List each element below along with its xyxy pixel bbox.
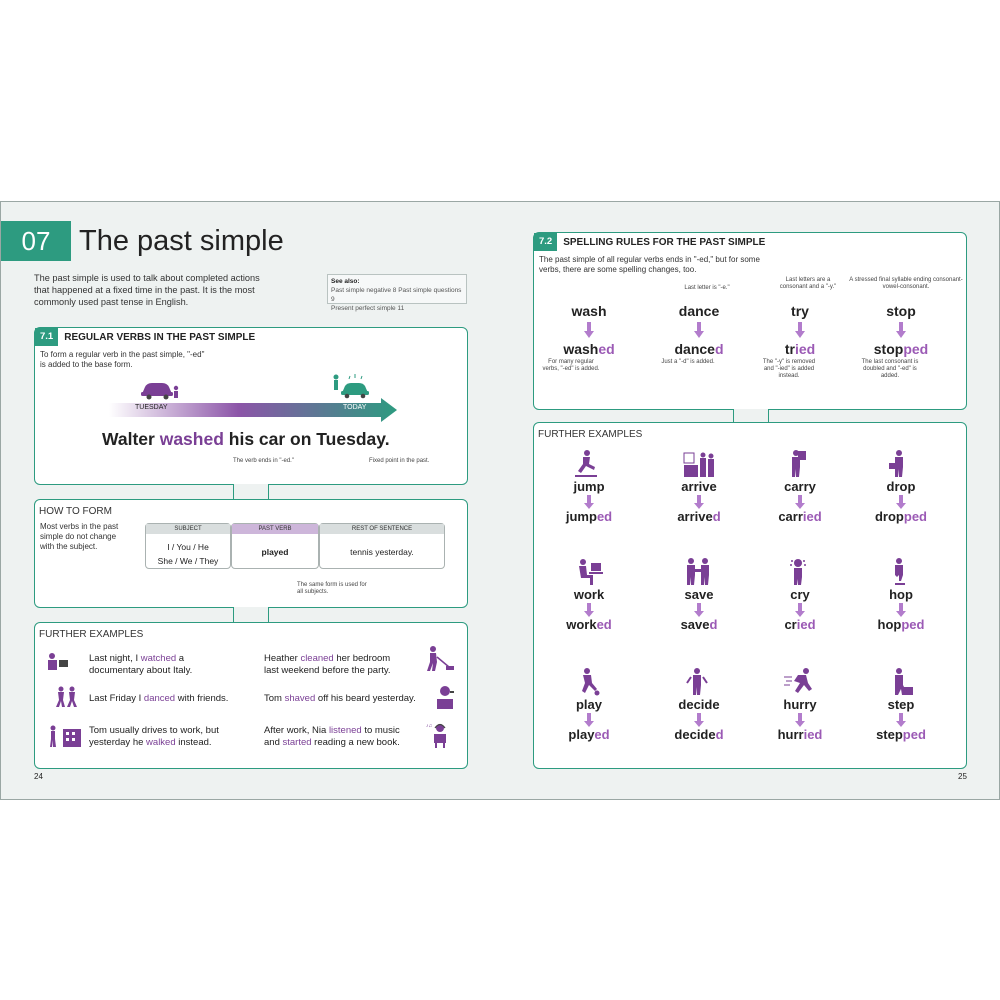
arrow-wrapper [755,713,845,727]
section-header [534,233,966,251]
timeline-label-today: TODAY [343,404,367,411]
verb-icon-wrapper [544,667,634,697]
dancing-people-icon [55,685,79,709]
verb-stem: tr [784,341,795,357]
verb-suffix: ed [598,341,615,357]
verb-suffix: ped [903,341,929,357]
how-to-form-panel [34,499,468,608]
rule-past-verb [856,341,946,357]
verb-stem: arrive [677,509,713,524]
verb-base: drop [886,479,916,494]
verb-suffix: ped [901,617,925,632]
section-title: SPELLING RULES FOR THE PAST SIMPLE [563,236,766,248]
running-person-icon [784,667,816,697]
verb-suffix: d [715,727,724,742]
down-arrow-icon [694,603,704,617]
verb-column [231,523,319,569]
rule-base-verb: stop [886,303,916,319]
verb-past [856,727,946,743]
verb-suffix: d [712,509,721,524]
rule-note-top: Last letter is "-e." [684,285,730,291]
rule-past-verb [654,341,744,357]
verb-example [856,667,946,743]
spelling-rule [654,277,754,397]
verb-past [755,617,845,633]
arrow-wrapper [544,603,634,617]
verb-cell: played [261,547,289,557]
down-arrow-icon [795,603,805,617]
spelling-rule [544,277,644,397]
verb-header: PAST VERB [232,524,318,534]
arrow-wrapper [856,713,946,727]
rule-note-bottom: The "-y" is removed and "-ied" is added instead. [762,359,816,379]
down-arrow-icon [795,495,805,509]
verb-example [544,557,634,633]
down-arrow-icon [694,495,704,509]
puzzle-table [145,523,445,569]
rule-note-bottom: Just a "-d" is added. [661,359,715,365]
listening-music-icon [425,721,455,749]
down-arrow-icon [896,495,906,509]
verb-stem: play [568,727,595,742]
section-text: The past simple of all regular verbs ends in "-ed," but for some verbs, there are some spelling changes, too. [539,255,760,274]
arrow-wrapper [544,713,634,727]
further-examples-label: FURTHER EXAMPLES [538,429,643,440]
page-number-right: 25 [958,772,967,781]
walking-to-building-icon [47,723,83,749]
verb-past [544,727,634,743]
thinking-person-icon [683,667,715,697]
example-danced: Last Friday I danced with friends. [89,693,229,704]
verb-icon-wrapper [544,557,634,587]
verb-past [856,509,946,525]
form-note: The same form is used for all subjects. [297,582,367,595]
verb-base: cry [790,587,810,602]
how-to-form-text: Most verbs in the past simple do not change with the subject. [40,522,119,551]
verb-example [755,667,845,743]
verb-example [856,557,946,633]
further-examples-label: FURTHER EXAMPLES [39,629,144,640]
verb-suffix: ed [596,509,613,524]
verb-base: hop [889,587,913,602]
arrow-wrapper [654,713,744,727]
verb-stem: decide [674,727,716,742]
verb-icon-wrapper [654,449,744,479]
verb-base: play [575,697,602,712]
verb-suffix: ped [903,509,927,524]
verb-past [544,509,634,525]
subject-header: SUBJECT [146,524,230,534]
hopping-person-icon [885,557,917,587]
verb-stem: work [566,617,597,632]
verb-icon-wrapper [654,667,744,697]
tv-watching-icon [47,651,69,673]
verb-icon-wrapper [856,667,946,697]
section-7-1-panel [34,327,468,485]
verb-past [544,617,634,633]
verb-icon-wrapper [654,557,744,587]
down-arrow-icon [584,322,594,338]
down-arrow-icon [694,322,704,338]
down-arrow-icon [584,603,594,617]
desk-worker-icon [573,557,605,587]
verb-suffix: ied [803,727,823,742]
panel-connector [733,409,769,423]
reception-desk-icon [683,449,715,479]
verb-suffix: ed [594,727,610,742]
verb-example [654,449,744,525]
verb-suffix: ped [902,727,926,742]
rule-note-bottom: For many regular verbs, "-ed" is added. [542,359,600,372]
verb-stem: wash [563,341,599,357]
arrow-wrapper [654,495,744,509]
verb-base: hurry [783,697,817,712]
spelling-rule [755,277,855,397]
verb-example [544,449,634,525]
section-number: 7.1 [35,328,58,346]
section-text: To form a regular verb in the past simple, "-ed" is added to the base form. [40,350,205,369]
carrying-person-icon [784,449,816,479]
verb-example [544,667,634,743]
verb-stem: drop [874,509,904,524]
verb-suffix: ied [802,509,822,524]
see-also-line: Past simple negative 8 Past simple questions 9 [331,287,462,303]
note-verb: The verb ends in "-ed." [233,458,294,464]
verb-stem: hop [877,617,902,632]
verb-past [755,727,845,743]
verb-example [755,557,845,633]
verb-base: decide [678,697,720,712]
page-number-left: 24 [34,772,43,781]
verb-icon-wrapper [755,557,845,587]
verb-icon-wrapper [856,557,946,587]
dropping-person-icon [885,449,917,479]
example-shaved: Tom shaved off his beard yesterday. [264,693,416,704]
verb-past [755,509,845,525]
rule-note-bottom: The last consonant is doubled and "-ed" is added. [861,359,919,379]
rest-cell: tennis yesterday. [350,547,414,557]
example-walked: Tom usually drives to work, but yesterday he walked instead. [89,725,219,748]
arrow-wrapper [856,603,946,617]
rule-past-verb [755,341,845,357]
verb-base: save [684,587,714,602]
verb-past [856,617,946,633]
further-examples-right-panel [533,422,967,769]
rest-column [319,523,445,569]
car-dirty-icon [140,378,180,400]
chapter-number: 07 [1,221,71,261]
shaving-person-icon [433,685,457,709]
verb-base: arrive [681,479,717,494]
verb-suffix: ied [794,341,816,357]
verb-icon-wrapper [544,449,634,479]
chapter-title: The past simple [79,225,284,257]
arrow-wrapper [544,495,634,509]
vacuuming-person-icon [425,645,455,673]
sentence-part: his car on Tuesday. [223,429,390,449]
subject-line: I / You / He [167,542,209,552]
svg-text:♪♫: ♪♫ [426,723,433,729]
panel-connector [233,484,269,500]
further-examples-left-panel [34,622,468,769]
rule-past-verb [544,341,634,357]
verb-suffix: ed [596,617,612,632]
verb-past [654,509,744,525]
verb-stem: step [876,727,903,742]
verb-icon-wrapper [856,449,946,479]
book-spread [0,201,1000,800]
example-cleaned: Heather cleaned her bedroom last weekend before the party. [264,653,391,676]
down-arrow-icon [896,713,906,727]
verb-example [654,557,744,633]
section-number: 7.2 [534,233,557,251]
sentence-part: Walter [102,429,160,449]
verb-suffix: d [714,341,724,357]
rule-base-verb: try [791,303,809,319]
verb-base: step [887,697,915,712]
arrow-wrapper [856,495,946,509]
down-arrow-icon [584,713,594,727]
verb-stem: hurr [777,727,804,742]
subject-line: She / We / They [157,556,219,566]
verb-example [856,449,946,525]
rule-note-top: A stressed final syllable ending consonant-vowel-consonant. [849,277,963,290]
rule-note-top: Last letters are a consonant and a "-y." [779,277,837,290]
how-to-form-label: HOW TO FORM [39,506,112,517]
verb-base: carry [784,479,816,494]
down-arrow-icon [795,322,805,338]
verb-suffix: d [709,617,718,632]
arrow-wrapper [654,603,744,617]
example-listened: After work, Nia listened to music and started reading a new book. [264,725,400,748]
sentence-verb: washed [159,429,224,449]
arrow-wrapper [755,495,845,509]
section-title: REGULAR VERBS IN THE PAST SIMPLE [64,331,256,343]
see-also-box [327,274,467,312]
crying-person-icon [784,557,816,587]
verb-stem: save [680,617,710,632]
verb-base: jump [573,479,605,494]
verb-suffix: ied [796,617,816,632]
verb-stem: dance [674,341,715,357]
see-also-label: See also: [331,278,360,285]
verb-stem: stop [873,341,904,357]
verb-icon-wrapper [755,667,845,697]
jumping-person-icon [573,449,605,479]
rule-base-verb: wash [571,303,607,319]
verb-stem: cr [784,617,797,632]
down-arrow-icon [896,322,906,338]
example-sentence [102,429,390,450]
verb-past [654,727,744,743]
section-7-2-panel [533,232,967,410]
see-also-line: Present perfect simple 11 [331,305,405,312]
rule-base-verb: dance [678,303,720,319]
spelling-rule [849,277,963,397]
subject-column [145,523,231,569]
rescue-people-icon [683,557,715,587]
note-time: Fixed point in the past. [369,458,430,464]
arrow-wrapper [755,603,845,617]
timeline-label-tuesday: TUESDAY [135,404,168,411]
down-arrow-icon [584,495,594,509]
verb-stem: jump [565,509,597,524]
verb-example [755,449,845,525]
section-header [35,328,467,346]
verb-example [654,667,744,743]
verb-base: work [573,587,605,602]
stepping-person-icon [885,667,917,697]
verb-icon-wrapper [755,449,845,479]
down-arrow-icon [896,603,906,617]
rest-header: REST OF SENTENCE [320,524,444,534]
intro-text: The past simple is used to talk about completed actions that happened at a fixed time in the past. It is the most commonly used past tense in English. [34,273,260,307]
down-arrow-icon [694,713,704,727]
person-washing-car-icon [331,373,371,400]
verb-stem: carr [778,509,803,524]
example-watched: Last night, I watched a documentary about Italy. [89,653,193,676]
football-player-icon [573,667,605,697]
verb-past [654,617,744,633]
panel-connector [233,607,269,623]
down-arrow-icon [795,713,805,727]
